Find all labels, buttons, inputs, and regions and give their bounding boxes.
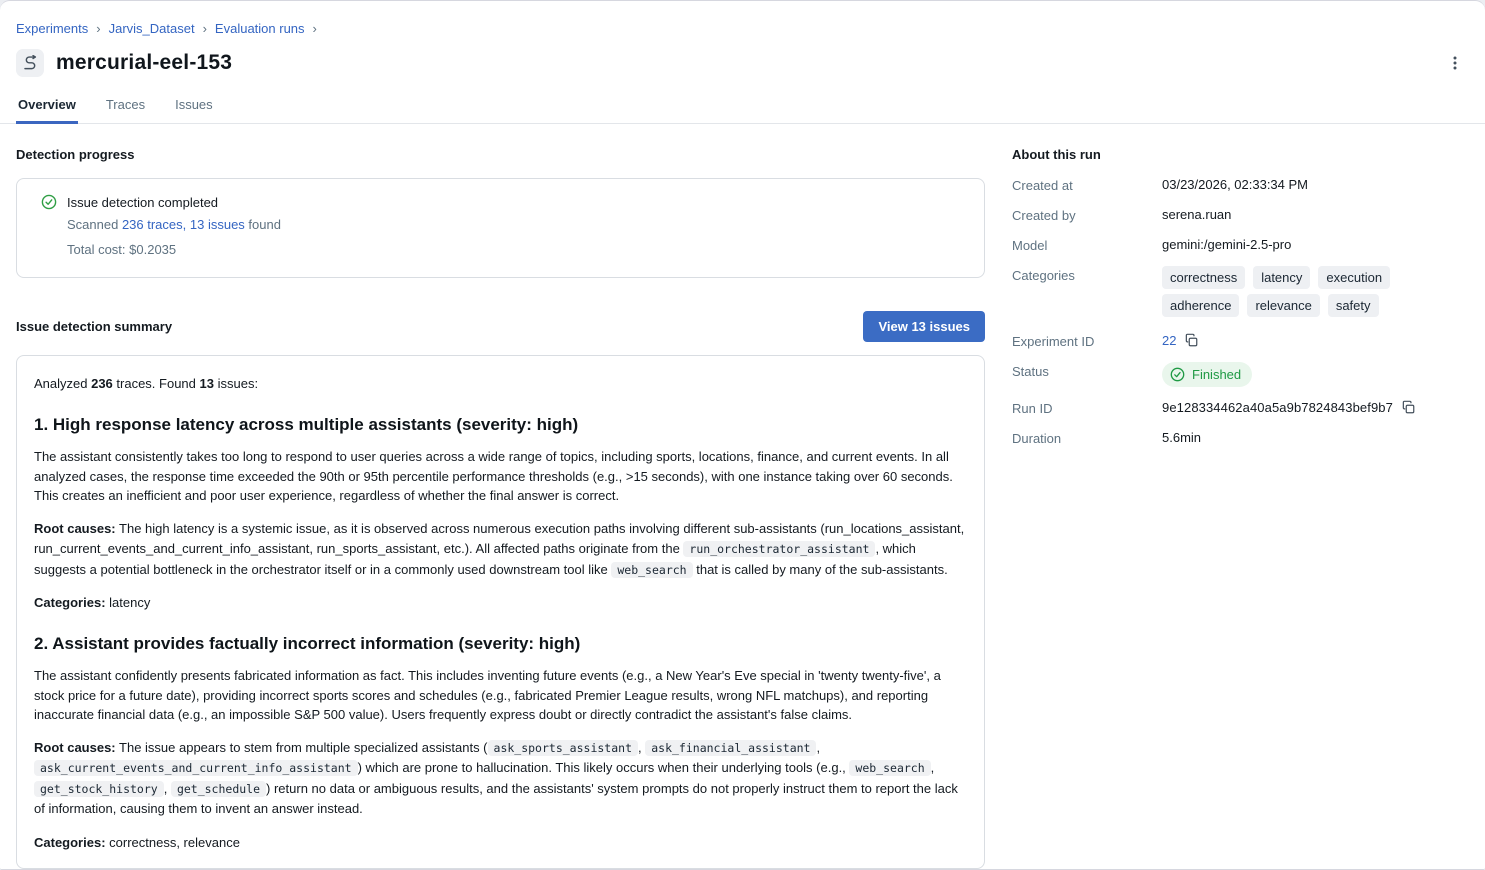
detection-scanned-line: Scanned 236 traces, 13 issues found [67,217,281,232]
breadcrumb-evaluation-runs[interactable]: Evaluation runs [214,21,305,36]
detection-progress-card [16,178,985,278]
issue-1-root-causes: Root causes: The high latency is a systemic issue, as it is observed across numerous execution paths involving different sub-assistants (run_locations_assistant, run_current_events_and_current_info_assistant, run_sports_assistant, etc.). All affected paths originate from the run_orchestrator_assistant , which suggests a potential bottleneck in the orchestrator itself or in a commonly used downstream tool like web_search that is called by many of the sub-assistants. [34,520,965,577]
category-pill: latency [1253,266,1310,289]
category-pill: adherence [1162,294,1239,317]
run-id-value: 9e128334462a40a5a9b7824843bef9b7 [1162,400,1393,415]
check-circle-icon [1170,367,1185,382]
copy-experiment-id-button[interactable] [1184,333,1199,348]
issue-1-description: The assistant consistently takes too long to respond to user queries across a wide range of topics, including sports, locations, finance, and current events. In all analyzed cases, the response time exceeded the 90th or 95th percentile performance thresholds (e.g., >15 seconds), with one instance taking over 60 seconds. This creates an inefficient and poor user experience, regardless of whether the final answer is correct. [34,449,953,503]
category-pill: execution [1318,266,1390,289]
created-by-label: Created by [1012,208,1076,223]
issue-1-title: 1. High response latency across multiple assistants (severity: high) [34,415,579,434]
issue-2-root-causes: Root causes: The issue appears to stem from multiple specialized assistants ( ask_sports_assistant , ask_financial_assistant , ask_current_events_and_current_info_assistant ) which are prone to hallucination. This likely occurs when their underlying tools (e.g., web_search , get_stock_history , get_schedule ) return no data or ambiguous results, and the assistants' system prompts do not properly instruct them to report the lack of information, causing them to invent an answer instead. [34,739,958,816]
meta-row-run-id [1012,399,1469,417]
status-text: Finished [1192,367,1242,382]
categories-label: Categories [1012,268,1075,283]
meta-row-experiment-id [1012,332,1469,350]
tab-traces[interactable]: Traces [105,97,146,112]
run-flow-icon [16,49,44,77]
breadcrumb-separator: › [202,21,207,36]
view-issues-button[interactable]: View 13 issues [863,311,985,342]
duration-label: Duration [1012,431,1062,446]
breadcrumb-experiments[interactable]: Experiments [16,21,89,36]
model-value: gemini:/gemini-2.5-pro [1162,237,1292,252]
duration-value: 5.6min [1162,430,1202,445]
copy-run-id-button[interactable] [1401,400,1416,415]
meta-row-created-at [1012,176,1469,194]
issue-2-description: The assistant confidently presents fabricated information as fact. This includes inventing future events (e.g., a New Year's Eve special in 'twenty twenty-five', a stock price for a future date), providing incorrect sports scores and schedules (e.g., fabricated Premier League results, wrong NFL matchups), and reporting inaccurate financial data (e.g., an impossible S&P 500 value). Users frequently express doubt or directly contradict the assistant's false claims. [34,668,941,722]
status-label: Status [1012,364,1049,379]
created-at-label: Created at [1012,178,1073,193]
detection-total-cost: Total cost: $0.2035 [67,242,177,257]
experiment-id-label: Experiment ID [1012,334,1095,349]
summary-intro: Analyzed 236 traces. Found 13 issues: [34,376,259,391]
meta-row-created-by [1012,206,1469,224]
page-header [16,49,1469,77]
detection-status-title: Issue detection completed [67,194,219,210]
status-badge [1162,362,1252,387]
issue-summary-heading: Issue detection summary [16,318,173,334]
run-id-label: Run ID [1012,401,1053,416]
experiment-id-link[interactable]: 22 [1162,333,1177,348]
meta-row-categories [1012,266,1469,317]
issue-1-categories: Categories: latency [34,595,151,610]
meta-row-model [1012,236,1469,254]
tab-overview[interactable]: Overview [16,92,78,124]
issue-2-title: 2. Assistant provides factually incorrect information (severity: high) [34,634,581,653]
tab-issues[interactable]: Issues [175,97,213,112]
about-run-heading: About this run [1012,147,1101,162]
issue-summary-card [16,355,985,869]
breadcrumb-separator: › [96,21,101,36]
category-pill: correctness [1162,266,1245,289]
breadcrumb-jarvis-dataset[interactable]: Jarvis_Dataset [108,21,195,36]
created-at-value: 03/23/2026, 02:33:34 PM [1162,177,1309,192]
category-pill: relevance [1247,294,1319,317]
page-title: mercurial-eel-153 [56,51,233,74]
meta-row-duration [1012,429,1469,447]
created-by-link[interactable]: serena.ruan [1162,207,1232,222]
check-circle-icon [41,194,57,210]
about-run-panel [985,147,1469,447]
main-column [16,147,985,869]
breadcrumb [16,1,1469,36]
detection-progress-heading: Detection progress [16,147,135,162]
category-pill: safety [1328,294,1379,317]
breadcrumb-separator: › [312,21,317,36]
categories-pills [1162,266,1462,317]
model-label: Model [1012,238,1048,253]
issue-2-categories: Categories: correctness, relevance [34,834,240,850]
overflow-menu-button[interactable] [1441,51,1469,75]
meta-row-status [1012,362,1469,387]
copy-icon [1401,400,1416,415]
copy-icon [1184,333,1199,348]
kebab-menu-icon [1447,55,1463,71]
tab-bar [0,92,1485,124]
